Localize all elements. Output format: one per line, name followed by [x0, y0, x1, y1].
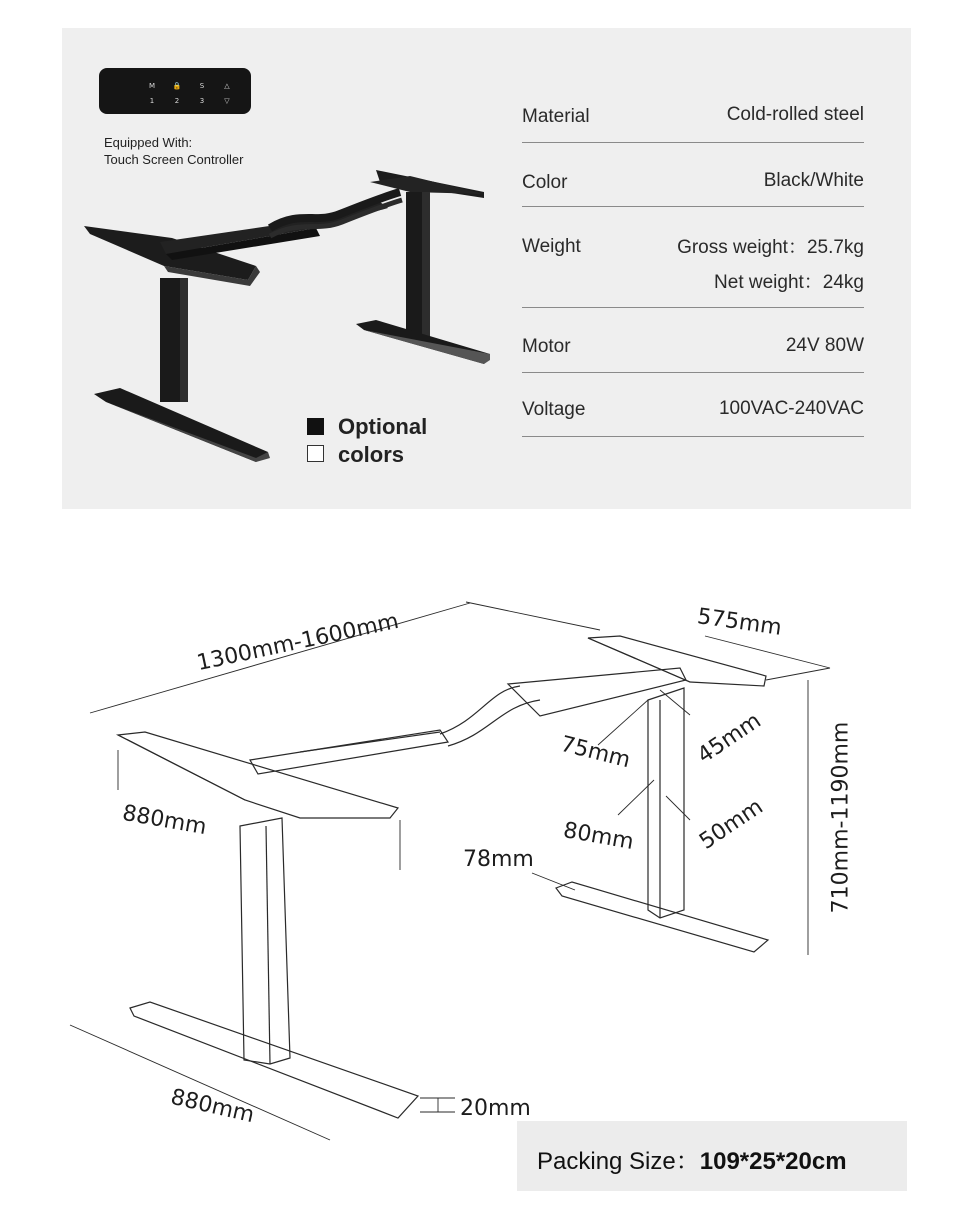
dimension-foot-height: 20mm: [460, 1096, 531, 1121]
spec-label: Weight: [522, 236, 581, 257]
spec-label: Material: [522, 106, 590, 127]
dimension-column-inner-width: 80mm: [561, 818, 636, 855]
optional-colors-label: [338, 413, 427, 469]
preset-3-key: 3: [199, 97, 205, 105]
spec-label: Color: [522, 172, 568, 193]
packing-size-value: 109*25*20cm: [699, 1148, 847, 1175]
memory-icon: M: [148, 82, 156, 90]
touch-screen-controller: [99, 68, 251, 114]
spec-row-motor: [522, 307, 864, 373]
spec-value: Black/White: [763, 170, 864, 191]
down-arrow-icon: ▽: [224, 97, 230, 105]
optional-label-line-2: colors: [338, 442, 405, 467]
dimension-left-depth-bottom: 880mm: [168, 1084, 257, 1129]
spec-value: 24V 80W: [785, 335, 864, 356]
packing-size-label: Packing Size：: [537, 1148, 700, 1175]
dimension-width: 1300mm-1600mm: [194, 608, 401, 677]
dimension-column-outer-width: 75mm: [558, 731, 633, 774]
packing-size-box: [517, 1121, 907, 1191]
spec-row-weight: [522, 206, 864, 308]
dimension-left-depth-top: 880mm: [120, 800, 209, 841]
spec-label: Voltage: [522, 399, 586, 420]
spec-value-gross: Gross weight：25.7kg: [677, 237, 864, 258]
spec-value-net: Net weight：24kg: [714, 272, 864, 293]
spec-label: Motor: [522, 336, 571, 357]
preset-2-key: 2: [174, 97, 180, 105]
preset-1-key: 1: [149, 97, 155, 105]
spec-value: Cold-rolled steel: [726, 104, 864, 125]
equipped-line-2: Touch Screen Controller: [104, 152, 244, 167]
dimension-column-outer-depth: 45mm: [693, 708, 766, 769]
save-key: S: [199, 82, 205, 90]
packing-size-text: [537, 1141, 847, 1176]
spec-row-color: [522, 142, 864, 207]
spec-row-material: [522, 96, 864, 143]
dimension-column-inner-depth: 50mm: [695, 794, 768, 855]
spec-row-voltage: [522, 372, 864, 437]
white-swatch: [307, 445, 324, 462]
spec-value: 100VAC-240VAC: [718, 398, 864, 419]
desk-frame-image: [80, 162, 500, 482]
optional-label-line-1: Optional: [338, 414, 428, 439]
lock-icon: 🔒: [172, 82, 182, 90]
black-swatch: [307, 418, 324, 435]
dimension-height: 710mm-1190mm: [828, 721, 854, 914]
dimension-side-depth: 575mm: [695, 604, 784, 641]
dimension-foot-width: 78mm: [463, 847, 534, 872]
up-arrow-icon: △: [224, 82, 230, 90]
equipped-line-1: Equipped With:: [104, 135, 193, 150]
